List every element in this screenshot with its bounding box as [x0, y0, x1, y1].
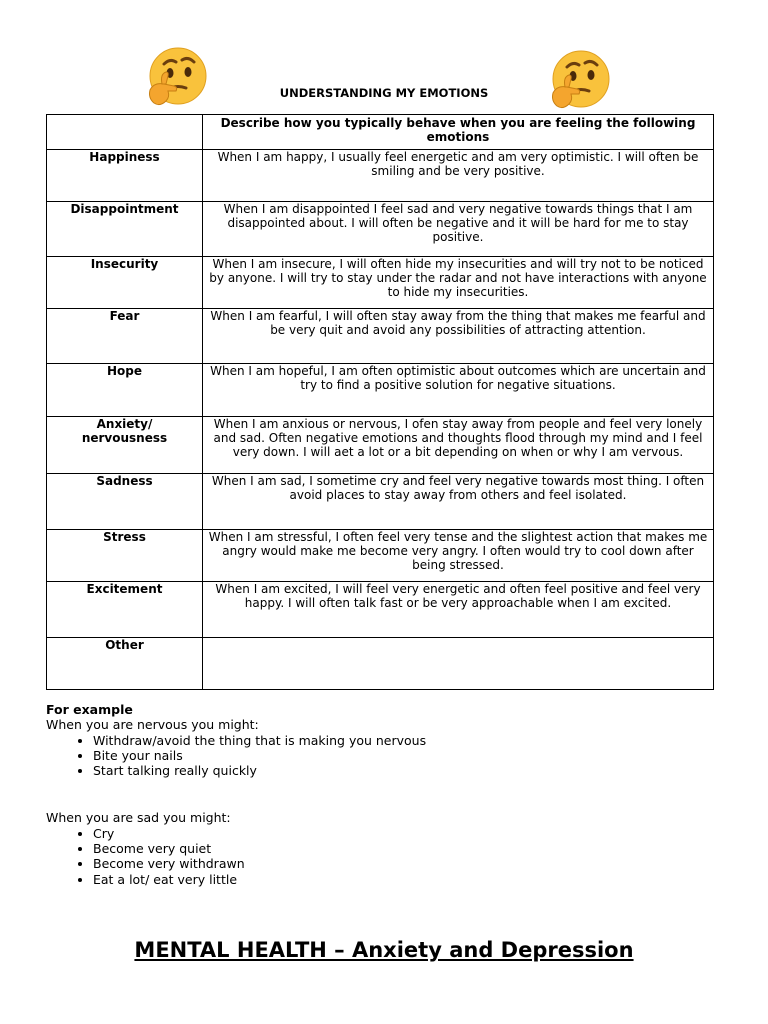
behaviour-cell[interactable]: When I am excited, I will feel very energetic and often feel positive and feel very happy. I will often talk fast or be very approachable when I am excited. [203, 582, 714, 638]
table-row [47, 474, 714, 530]
emotion-label: Stress [47, 530, 203, 582]
emotion-label: Happiness [47, 150, 203, 202]
behaviour-cell[interactable]: When I am happy, I usually feel energetic and am very optimistic. I will often be smiling and be very positive. [203, 150, 714, 202]
sad-intro: When you are sad you might: [46, 810, 231, 826]
header-cell-blank [47, 115, 203, 150]
emotion-label: Excitement [47, 582, 203, 638]
nervous-list [46, 733, 706, 779]
behaviour-cell[interactable]: When I am hopeful, I am often optimistic about outcomes which are uncertain and try to find a positive solution for negative situations. [203, 364, 714, 417]
emotion-label: Hope [47, 364, 203, 417]
table-header-row [47, 115, 714, 150]
table-row [47, 257, 714, 309]
list-item: • Become very withdrawn [93, 856, 706, 871]
thinking-face-emoji-icon [547, 49, 611, 113]
list-item: • Bite your nails [93, 748, 706, 763]
behaviour-cell[interactable]: When I am anxious or nervous, I ofen stay away from people and feel very lonely and sad. Often negative emotions and thoughts flood through my mind and I feel very down. I will aet a lot or a bit depending on when or why I am vervous. [203, 417, 714, 474]
table-row [47, 417, 714, 474]
table-row [47, 530, 714, 582]
footer-heading: MENTAL HEALTH – Anxiety and Depression [134, 938, 634, 962]
list-item: • Start talking really quickly [93, 763, 706, 778]
emotion-label: Disappointment [47, 202, 203, 257]
behaviour-cell[interactable]: When I am stressful, I often feel very tense and the slightest action that makes me angry would make me become very angry. I often would try to cool down after being stressed. [203, 530, 714, 582]
list-item: • Become very quiet [93, 841, 706, 856]
table-row [47, 364, 714, 417]
table-row [47, 150, 714, 202]
page-title: UNDERSTANDING MY EMOTIONS [279, 86, 489, 100]
header-cell-describe: Describe how you typically behave when you are feeling the following emotions [203, 115, 714, 150]
emotion-label: Sadness [47, 474, 203, 530]
sad-list [46, 826, 706, 887]
behaviour-cell[interactable]: When I am insecure, I will often hide my insecurities and will try not to be noticed by anyone. I will try to stay under the radar and not have interactions with anyone to hide my insecurities. [203, 257, 714, 309]
behaviour-cell[interactable] [203, 638, 714, 690]
table-row [47, 202, 714, 257]
list-item: • Cry [93, 826, 706, 841]
emotion-label: Fear [47, 309, 203, 364]
table-row [47, 309, 714, 364]
behaviour-cell[interactable]: When I am sad, I sometime cry and feel very negative towards most thing. I often avoid places to stay away from others and feel isolated. [203, 474, 714, 530]
list-item: • Eat a lot/ eat very little [93, 872, 706, 887]
thinking-face-emoji-icon [144, 46, 208, 110]
nervous-intro: When you are nervous you might: [46, 717, 259, 733]
emotion-label: Insecurity [47, 257, 203, 309]
examples-heading: For example [46, 702, 133, 717]
emotion-label: Anxiety/ nervousness [47, 417, 203, 474]
list-item: • Withdraw/avoid the thing that is making you nervous [93, 733, 706, 748]
table-row [47, 582, 714, 638]
behaviour-cell[interactable]: When I am fearful, I will often stay away from the thing that makes me fearful and be very quit and avoid any possibilities of attracting attention. [203, 309, 714, 364]
table-row [47, 638, 714, 690]
emotion-label: Other [47, 638, 203, 690]
emotions-table [46, 114, 714, 690]
examples-section [46, 702, 706, 887]
behaviour-cell[interactable]: When I am disappointed I feel sad and very negative towards things that I am disappointed about. I will often be negative and it will be hard for me to stay positive. [203, 202, 714, 257]
